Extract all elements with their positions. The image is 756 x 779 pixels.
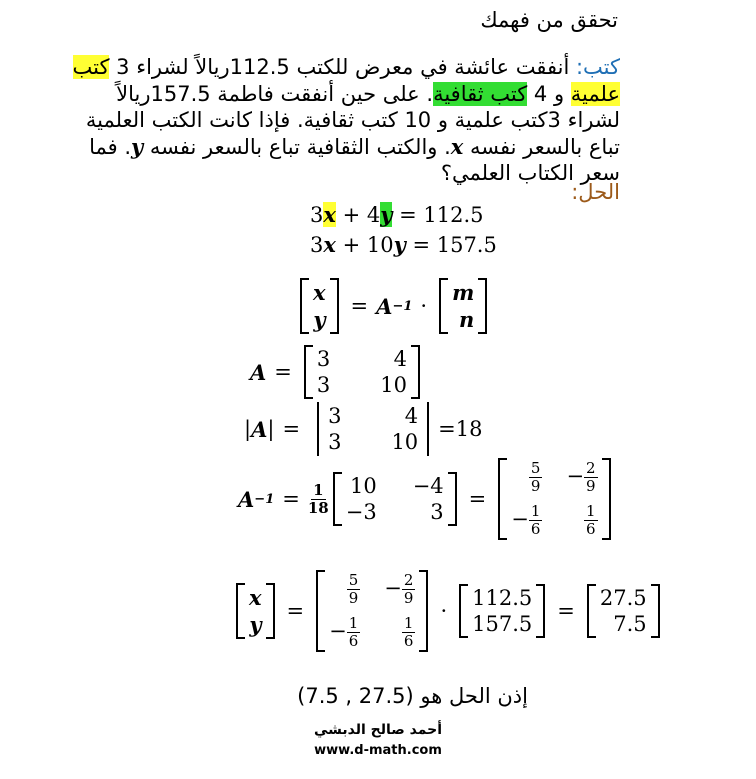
f12-den: 9 — [403, 589, 414, 607]
result-vector — [587, 584, 660, 638]
coef-fraction — [308, 482, 329, 517]
c22-den: 6 — [586, 520, 596, 538]
adjugate-matrix — [333, 472, 457, 526]
A-label: A — [250, 359, 267, 385]
equals-sign-2: = — [557, 599, 575, 623]
c12-den: 9 — [586, 477, 596, 495]
inv-exponent: −1 — [254, 491, 275, 507]
eq1-coef-x: 3 — [310, 203, 324, 227]
coef-den: 18 — [307, 498, 329, 517]
dot-operator: · — [440, 599, 448, 623]
problem-text-3: . على حين أنفقت فاطمة 157.5ريالاً لشراء 3كتب علمية و 10 كتب ثقافية. فإذا كانت الكتب العلمية تباع بالسعر نفسه — [85, 81, 620, 159]
inverse-exponent: −1 — [392, 298, 413, 314]
page-title: تحقق من فهمك — [480, 8, 618, 32]
c12-num: 2 — [586, 459, 596, 477]
f11-den: 9 — [348, 589, 359, 607]
problem-statement — [60, 54, 620, 187]
f12 — [384, 572, 415, 607]
vec-y: y — [313, 307, 326, 332]
final-computation — [232, 570, 664, 652]
det-matrix — [312, 402, 434, 456]
eq1-rhs: = 112.5 — [392, 203, 484, 227]
dot-operator: · — [420, 294, 428, 318]
eq1-y: y — [380, 202, 393, 227]
b22: 3 — [430, 500, 444, 524]
f12-num: 2 — [403, 571, 414, 589]
c22 — [566, 503, 597, 538]
c22-num: 1 — [586, 502, 596, 520]
eq2-y: y — [393, 232, 406, 257]
d11: 3 — [328, 404, 342, 428]
f22 — [384, 615, 415, 650]
determinant — [244, 402, 483, 456]
a11: 3 — [316, 347, 331, 371]
f11-num: 5 — [348, 571, 359, 589]
c12-sign: − — [566, 464, 585, 488]
b11: 10 — [349, 474, 377, 498]
final-x: x — [249, 585, 262, 610]
vec-m: m — [452, 280, 475, 305]
f21 — [329, 615, 360, 650]
b21: −3 — [345, 500, 377, 524]
result-1: 27.5 — [599, 586, 647, 610]
var-y: y — [131, 133, 144, 159]
problem-label: كتب: — [575, 55, 620, 79]
equation-2 — [310, 230, 497, 260]
problem-text-5: . فما سعر الكتاب العلمي؟ — [89, 134, 620, 185]
a21: 3 — [316, 373, 331, 397]
problem-text-1: أنفقت عائشة في معرض للكتب 112.5ريالاً لشراء 3 — [109, 55, 576, 79]
abs-open: | — [244, 417, 252, 441]
vec-x: x — [313, 280, 326, 305]
inverse-computation — [238, 458, 615, 540]
var-x: x — [450, 133, 464, 159]
final-answer: إذن الحل هو (27.5 , 7.5) — [297, 684, 528, 708]
equals-sign: = — [274, 360, 292, 384]
coef-num: 1 — [313, 480, 324, 499]
c11 — [511, 460, 542, 495]
author-name: أحمد صالح الدبشي — [313, 722, 443, 738]
final-inverse-matrix — [316, 570, 428, 652]
det-A-label: A — [251, 416, 268, 442]
f22-den: 6 — [403, 632, 414, 650]
eq2-coef-y: + 10 — [335, 233, 394, 257]
final-y: y — [249, 612, 262, 637]
det-result: =18 — [438, 417, 483, 441]
f12-sign: − — [384, 576, 402, 600]
equals-sign: = — [350, 294, 369, 318]
matrix-equation — [296, 278, 491, 334]
abs-close: | — [267, 417, 275, 441]
website-link[interactable]: www.d-math.com — [314, 743, 442, 758]
vec-n: n — [459, 307, 475, 332]
inverse-matrix — [498, 458, 610, 540]
inverse-A: A — [376, 293, 393, 319]
a22: 10 — [380, 373, 408, 397]
f22-num: 1 — [403, 614, 414, 632]
d12: 4 — [404, 404, 419, 428]
c21-num: 1 — [530, 502, 541, 520]
a12: 4 — [393, 347, 408, 371]
f21-den: 6 — [348, 632, 359, 650]
d21: 3 — [328, 430, 342, 454]
highlight-culture-books: كتب ثقافية — [433, 81, 528, 106]
problem-text-2: و 4 — [527, 81, 571, 106]
eq1-coef-y: + 4 — [335, 203, 381, 227]
d22: 10 — [391, 430, 419, 454]
c11-num: 5 — [530, 459, 541, 477]
matrix-A-definition — [250, 345, 424, 399]
c11-den: 9 — [530, 477, 541, 495]
problem-text-4: . والكتب الثقافية تباع بالسعر نفسه — [143, 134, 451, 159]
xy-vector — [300, 278, 339, 334]
equals-sign: = — [286, 599, 305, 623]
c21-sign: − — [511, 507, 529, 531]
value-1: 112.5 — [472, 586, 533, 610]
solution-label: الحل: — [571, 180, 620, 204]
equation-1 — [310, 200, 497, 230]
eq2-x: x — [323, 232, 336, 257]
final-xy-vector — [236, 583, 275, 639]
eq1-x: x — [323, 202, 336, 227]
eq2-coef-x: 3 — [310, 233, 324, 257]
equals-sign-2: = — [468, 487, 487, 511]
equals-sign: = — [282, 417, 301, 441]
c21 — [511, 503, 542, 538]
highlight-science-books: كتب علمية — [72, 55, 620, 106]
eq2-rhs: = 157.5 — [405, 233, 497, 257]
value-2: 157.5 — [472, 612, 533, 636]
f11 — [329, 572, 360, 607]
f21-sign: − — [329, 619, 347, 643]
equals-sign: = — [282, 487, 300, 511]
equation-system — [310, 200, 497, 260]
result-2: 7.5 — [613, 612, 647, 636]
values-vector — [459, 584, 545, 638]
mn-vector — [439, 278, 487, 334]
b12: −4 — [412, 474, 444, 498]
c21-den: 6 — [530, 520, 541, 538]
inv-A-label: A — [238, 486, 255, 512]
matrix-A — [304, 345, 420, 399]
c12 — [566, 460, 597, 495]
f21-num: 1 — [348, 614, 359, 632]
